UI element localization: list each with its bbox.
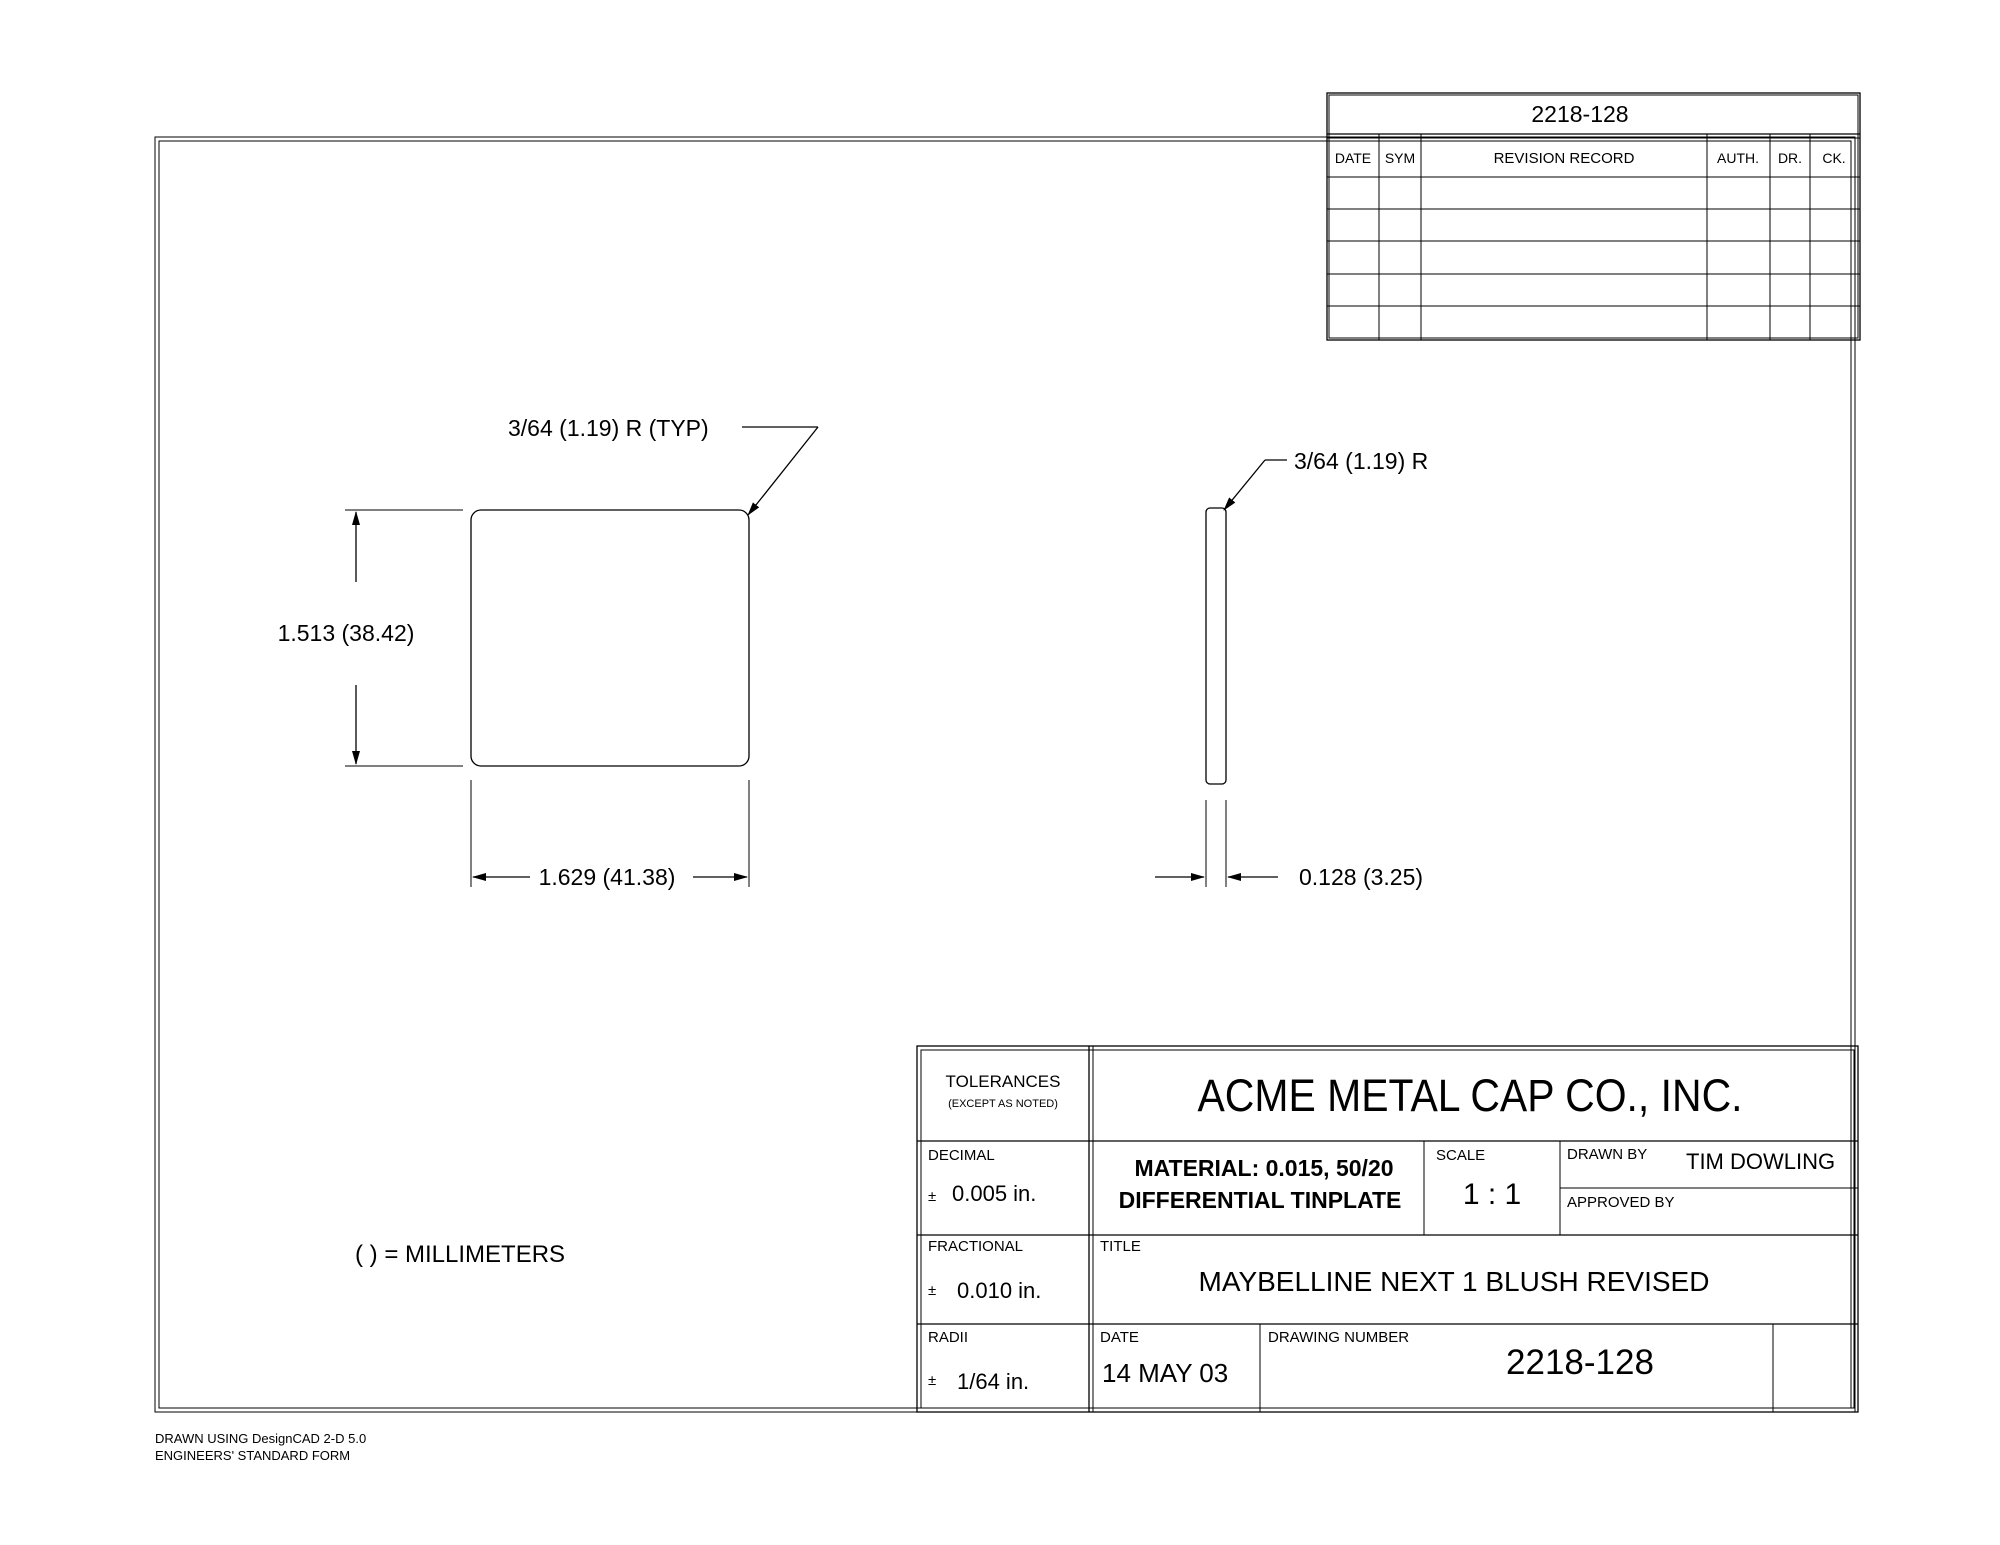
rev-header-sym: SYM: [1384, 150, 1416, 166]
front-view: [278, 415, 818, 890]
width-dimension-label: 1.629 (41.38): [538, 864, 676, 890]
thickness-dimension-label: 0.128 (3.25): [1299, 864, 1424, 890]
drawing-title: MAYBELLINE NEXT 1 BLUSH REVISED: [1198, 1266, 1710, 1297]
material-line-1: MATERIAL: 0.015, 50/20: [1134, 1155, 1394, 1181]
rev-header-auth: AUTH.: [1717, 150, 1759, 166]
fractional-value: 0.010 in.: [957, 1278, 1042, 1303]
scale-value: 1 : 1: [1462, 1178, 1522, 1211]
material-line-2: DIFFERENTIAL TINPLATE: [1118, 1187, 1402, 1213]
drawing-number-label: DRAWING NUMBER: [1268, 1329, 1410, 1346]
approved-by-label: APPROVED BY: [1567, 1194, 1675, 1211]
rev-header-dr: DR.: [1777, 150, 1803, 166]
front-view-outline: [471, 510, 749, 766]
side-view: [1155, 448, 1428, 890]
scale-label: SCALE: [1436, 1147, 1486, 1164]
rev-header-ck: CK.: [1822, 150, 1846, 166]
footer-line-1: DRAWN USING DesignCAD 2-D 5.0: [155, 1431, 367, 1446]
side-view-outline: [1206, 508, 1226, 784]
drawn-by-value: TIM DOWLING: [1686, 1149, 1836, 1174]
radii-plus-minus: ±: [928, 1372, 937, 1389]
height-dimension-label: 1.513 (38.42): [277, 620, 415, 646]
radii-value: 1/64 in.: [957, 1369, 1030, 1394]
date-label: DATE: [1100, 1329, 1139, 1346]
decimal-value: 0.005 in.: [952, 1181, 1037, 1206]
revision-block: [1327, 93, 1860, 340]
title-block: [917, 1046, 1858, 1412]
side-radius-label: 3/64 (1.19) R: [1294, 448, 1429, 474]
title-label: TITLE: [1100, 1238, 1141, 1255]
units-note: ( ) = MILLIMETERS: [355, 1241, 566, 1268]
radii-label: RADII: [928, 1329, 969, 1346]
decimal-label: DECIMAL: [928, 1147, 995, 1164]
decimal-plus-minus: ±: [928, 1188, 937, 1205]
company-name: ACME METAL CAP CO., INC.: [1197, 1070, 1743, 1121]
revision-drawing-number: 2218-128: [1531, 101, 1629, 127]
rev-header-date: DATE: [1334, 150, 1372, 166]
fractional-plus-minus: ±: [928, 1282, 937, 1299]
fractional-label: FRACTIONAL: [928, 1238, 1024, 1255]
date-value: 14 MAY 03: [1102, 1358, 1229, 1388]
drawing-border: [155, 137, 1855, 1412]
tolerances-label: TOLERANCES: [945, 1072, 1061, 1091]
except-as-noted-label: (EXCEPT AS NOTED): [948, 1098, 1058, 1110]
rev-header-record: REVISION RECORD: [1493, 150, 1635, 167]
footer-line-2: ENGINEERS' STANDARD FORM: [155, 1448, 351, 1463]
drawn-by-label: DRAWN BY: [1567, 1146, 1648, 1163]
drawing-number-value: 2218-128: [1506, 1343, 1654, 1382]
front-radius-label: 3/64 (1.19) R (TYP): [508, 415, 709, 441]
